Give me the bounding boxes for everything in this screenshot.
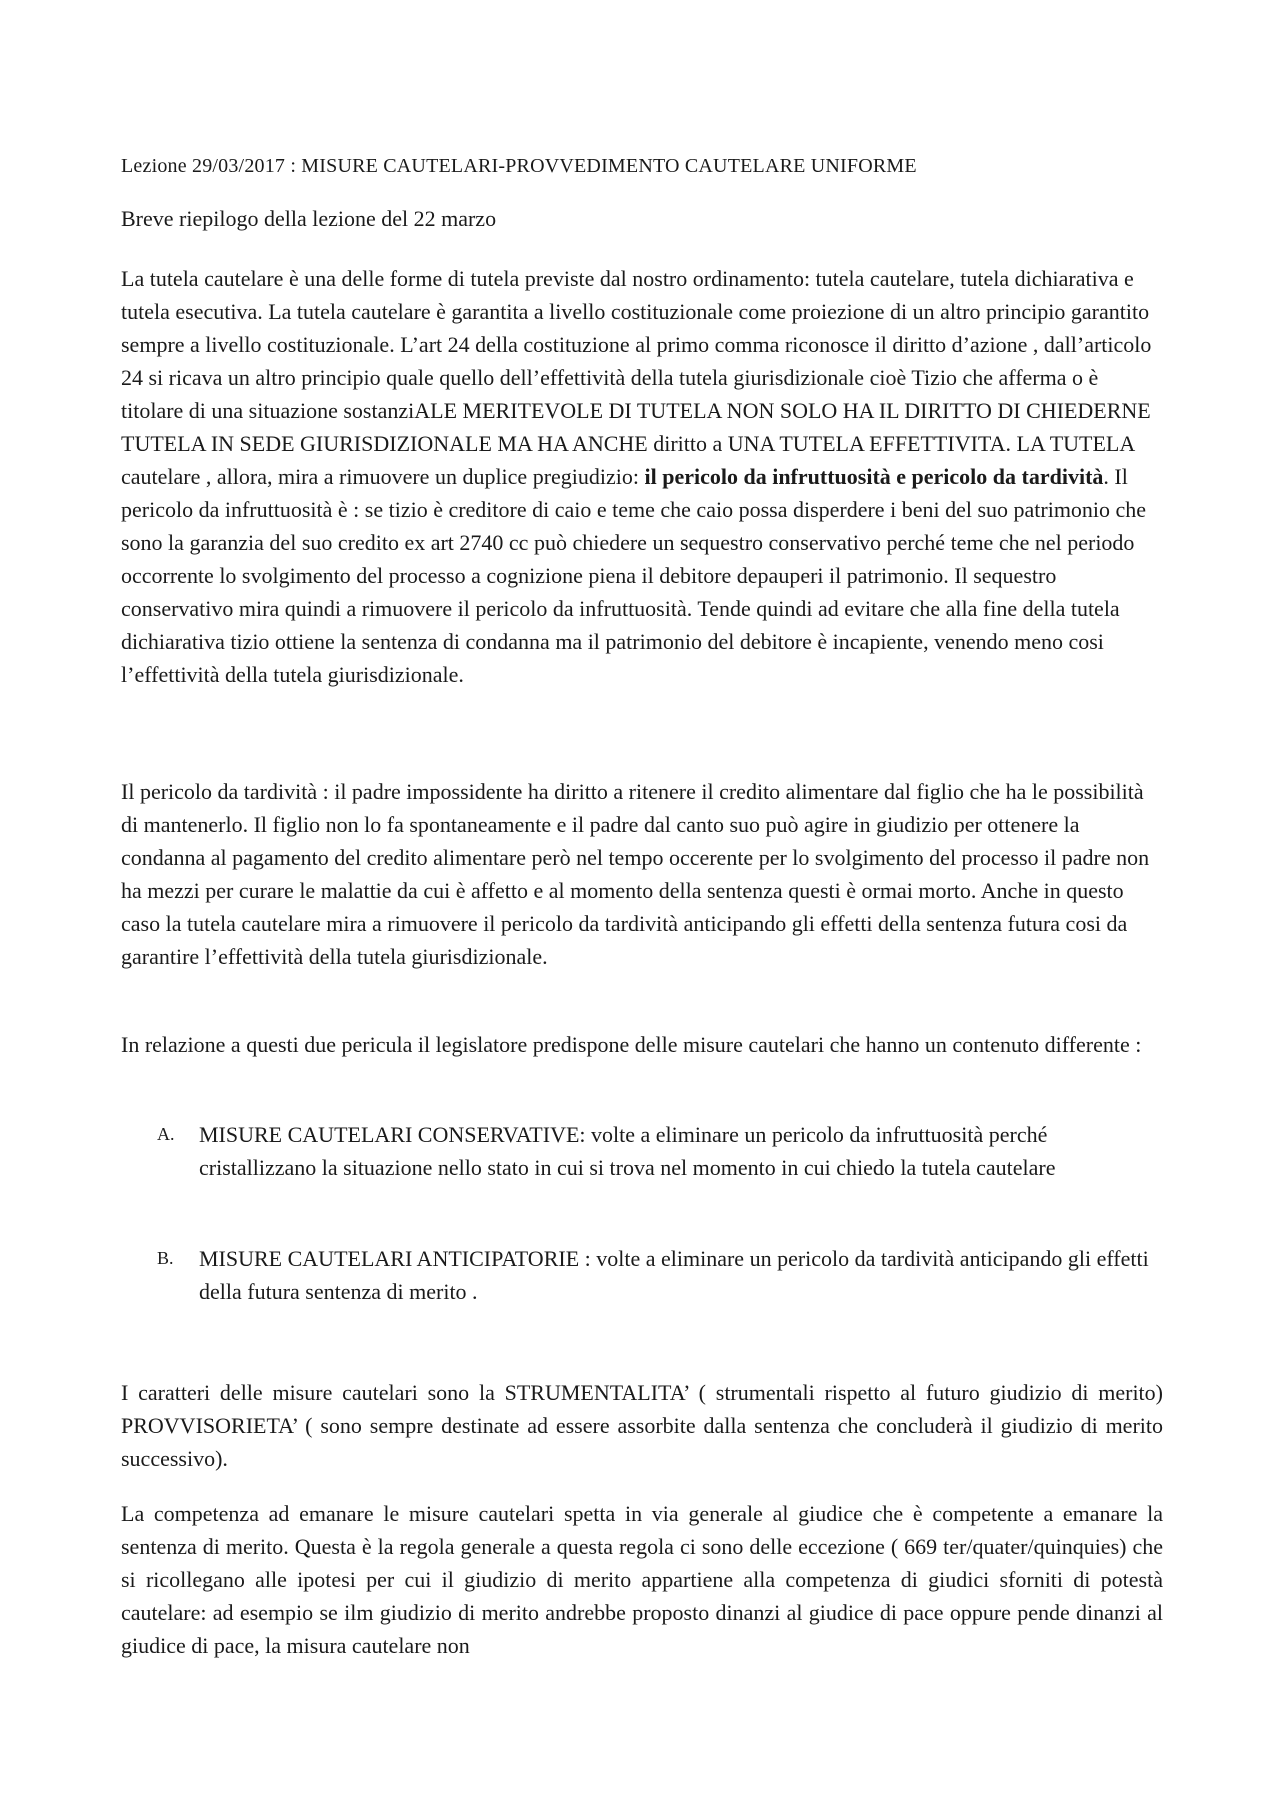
paragraph-pericula: In relazione a questi due pericula il legislatore predispone delle misure cautelari che hanno un contenuto differente : bbox=[121, 1032, 1142, 1057]
paragraph-caratteri: I caratteri delle misure cautelari sono la STRUMENTALITA’ ( strumentali rispetto al futuro giudizio di merito) PROVVISORIETA’ ( sono sempre destinate ad essere assorbite dalla sentenza che concluderà il giudizio di merito successivo). bbox=[121, 1380, 1163, 1471]
list-marker: A. bbox=[157, 1124, 175, 1144]
paragraph-pericolo-tardivita: Il pericolo da tardività : il padre impossidente ha diritto a ritenere il credito alimentare dal figlio che ha le possibilità di mantenerlo. Il figlio non lo fa spontaneamente e il padre dal canto suo può agire in giudizio per ottenere la condanna al pagamento del credito alimentare però nel tempo occerente per lo svolgimento del processo il padre non ha mezzi per curare le malattie da cui è affetto e al momento della sentenza questi è ormai morto. Anche in questo caso la tutela cautelare mira a rimuovere il pericolo da tardività anticipando gli effetti della sentenza futura cosi da garantire l’effettività della tutela giurisdizionale. bbox=[121, 779, 1150, 969]
lesson-subtitle: Breve riepilogo della lezione del 22 marzo bbox=[121, 206, 497, 231]
lesson-title: Lezione 29/03/2017 : MISURE CAUTELARI-PROVVEDIMENTO CAUTELARE UNIFORME bbox=[121, 155, 917, 177]
list-item bbox=[121, 1118, 1163, 1184]
paragraph-competenza: La competenza ad emanare le misure cautelari spetta in via generale al giudice che è competente a emanare la sentenza di merito. Questa è la regola generale a questa regola ci sono delle eccezione ( 669 ter/quater/quinquies) che si ricollegano alle ipotesi per cui il giudizio di merito appartiene alla competenza di giudici sforniti di potestà cautelare: ad esempio se ilm giudizio di merito andrebbe proposto dinanzi al giudice di pace oppure pende dinanzi al giudice di pace, la misura cautelare non bbox=[121, 1501, 1163, 1658]
paragraph-text: La tutela cautelare è una delle forme di tutela previste dal nostro ordinamento: tutela cautelare, tutela dichiarativa e tutela esecutiva. La tutela cautelare è garantita a livello costituzionale come proiezione di un altro principio garantito sempre a livello costituzionale. L’art 24 della costituzione al primo comma riconosce il diritto d’azione , dall’articolo 24 si ricava un altro principio quale quello dell’effettività della tutela giurisdizionale cioè Tizio che afferma o è titolare di una situazione sostanziALE MERITEVOLE DI TUTELA NON SOLO HA IL DIRITTO DI CHIEDERNE TUTELA IN SEDE GIURISDIZIONALE MA HA ANCHE diritto a UNA TUTELA EFFETTIVITA. LA TUTELA cautelare , allora, mira a rimuovere un duplice pregiudizio: bbox=[121, 266, 1152, 489]
document-page bbox=[121, 0, 1163, 1811]
measures-list-b bbox=[121, 1242, 1163, 1308]
paragraph-tutela-cautelare bbox=[121, 262, 1163, 691]
measures-list-a bbox=[121, 1118, 1163, 1184]
paragraph-text: . Il pericolo da infruttuosità è : se tizio è creditore di caio e teme che caio possa disperdere i beni del suo patrimonio che sono la garanzia del suo credito ex art 2740 cc può chiedere un sequestro conservativo perché teme che nel periodo occorrente lo svolgimento del processo a cognizione piena il debitore depauperi il patrimonio. Il sequestro conservativo mira quindi a rimuovere il pericolo da infruttuosità. Tende quindi ad evitare che alla fine della tutela dichiarativa tizio ottiene la sentenza di condanna ma il patrimonio del debitore è incapiente, venendo meno cosi l’effettività della tutela giurisdizionale. bbox=[121, 464, 1147, 687]
list-item bbox=[121, 1242, 1163, 1308]
bold-phrase-pericoli: il pericolo da infruttuosità e pericolo da tardività bbox=[644, 464, 1104, 489]
list-item-text: MISURE CAUTELARI ANTICIPATORIE : volte a eliminare un pericolo da tardività anticipando gli effetti della futura sentenza di merito . bbox=[199, 1246, 1149, 1304]
list-item-text: MISURE CAUTELARI CONSERVATIVE: volte a eliminare un pericolo da infruttuosità perché cristallizzano la situazione nello stato in cui si trova nel momento in cui chiedo la tutela cautelare bbox=[199, 1122, 1056, 1180]
list-marker: B. bbox=[157, 1248, 174, 1268]
